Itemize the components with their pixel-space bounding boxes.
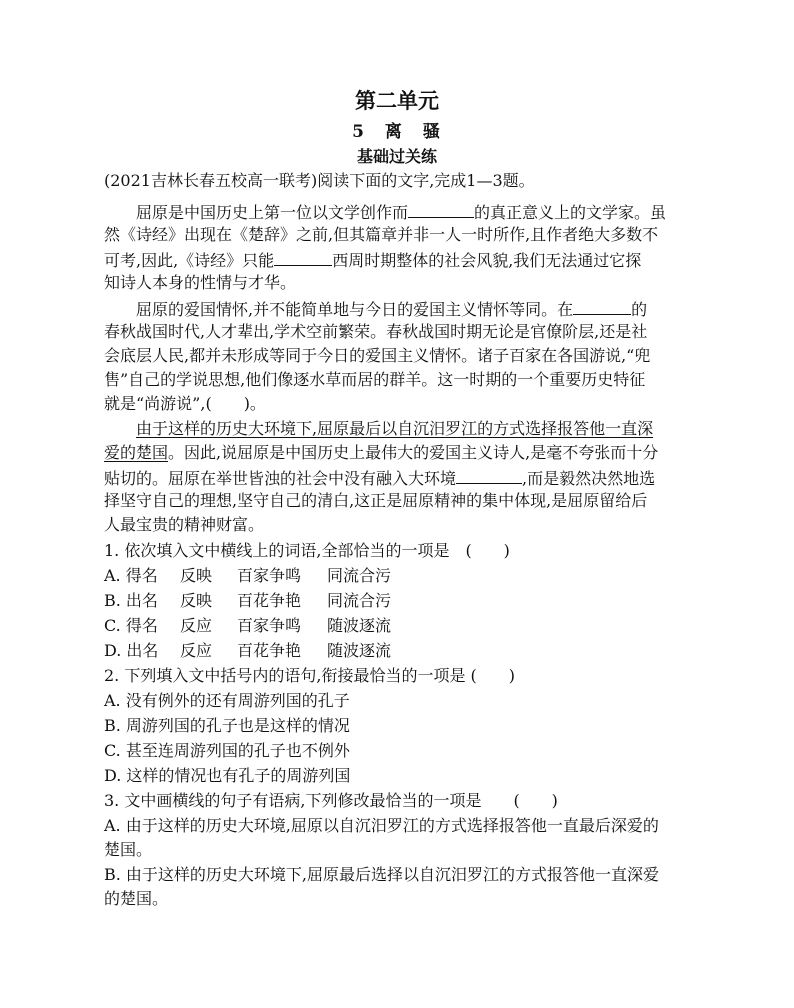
passage-text: 贴切的。屈原在举世皆浊的社会中没有融入大环境 — [104, 469, 457, 488]
passage-text: 屈原的爱国情怀,并不能简单地与今日的爱国主义情怀等同。在 — [136, 300, 574, 319]
fill-blank-4 — [456, 467, 522, 484]
lesson-title: 5 离 骚 — [352, 122, 442, 142]
passage-line — [136, 201, 666, 223]
passage-text: 的真正意义上的文学家。虽 — [474, 203, 667, 222]
passage-text: 西周时期整体的社会风貌,我们无法通过它探 — [332, 251, 642, 270]
fill-blank-3 — [573, 298, 631, 315]
underlined-sentence-end: 爱的楚国 — [104, 443, 169, 462]
passage-line: 会底层人民,都并未形成等同于今日的爱国主义情怀。诸子百家在各国游说,“兜 — [104, 346, 651, 365]
q3-option-b-cont: 的楚国。 — [104, 889, 169, 908]
fill-blank-1 — [408, 201, 474, 218]
passage-line: 然《诗经》出现在《楚辞》之前,但其篇章并非一人一时所作,且作者绝大多数不 — [104, 225, 659, 244]
section-title: 基础过关练 — [356, 147, 437, 166]
passage-text: 屈原是中国历史上第一位以文学创作而 — [136, 203, 409, 222]
q1-option-a: A. 得名 — [104, 566, 158, 585]
q1-option-d-word-2: 反应 — [180, 641, 213, 660]
q2-option-d: D. 这样的情况也有孔子的周游列国 — [104, 766, 351, 785]
q1-option-c-word-3: 百家争鸣 — [237, 616, 302, 635]
q1-option-c-word-4: 随波逐流 — [327, 616, 392, 635]
passage-line: 择坚守自己的理想,坚守自己的清白,这正是屈原精神的集中体现,是屈原留给后 — [104, 491, 648, 510]
q1-option-b-word-3: 百花争艳 — [237, 591, 302, 610]
q1-option-c: C. 得名 — [104, 616, 158, 635]
passage-line: 就是“尚游说”,( )。 — [104, 394, 266, 413]
passage-line — [136, 298, 647, 320]
q1-option-c-word-2: 反应 — [180, 616, 213, 635]
intro-line: (2021吉林长春五校高一联考)阅读下面的文字,完成1—3题。 — [104, 171, 535, 190]
q1-option-b-word-4: 同流合污 — [327, 591, 392, 610]
question-2-stem: 2. 下列填入文中括号内的语句,衔接最恰当的一项是 ( ) — [104, 666, 516, 685]
passage-line: 售”自己的学说思想,他们像逐水草而居的群羊。这一时期的一个重要历史特征 — [104, 370, 646, 389]
q2-option-c: C. 甚至连周游列国的孔子也不例外 — [104, 741, 350, 760]
q1-option-d-word-4: 随波逐流 — [327, 641, 392, 660]
q3-option-b: B. 由于这样的历史大环境下,屈原最后选择以自沉汨罗江的方式报答他一直深爱 — [104, 865, 660, 884]
passage-text: ,而是毅然决然地选 — [522, 469, 656, 488]
q1-option-a-word-2: 反映 — [180, 566, 213, 585]
question-1-stem: 1. 依次填入文中横线上的词语,全部恰当的一项是 ( ) — [104, 541, 510, 560]
q1-option-a-word-4: 同流合污 — [327, 566, 392, 585]
passage-text: 的 — [631, 300, 648, 319]
q1-option-b: B. 出名 — [104, 591, 158, 610]
passage-line: 知诗人本身的性情与才华。 — [104, 273, 297, 292]
q1-option-b-word-2: 反映 — [180, 591, 213, 610]
question-3-stem: 3. 文中画横线的句子有语病,下列修改最恰当的一项是 ( ) — [104, 791, 558, 810]
underlined-sentence: 由于这样的历史大环境下,屈原最后以自沉汨罗江的方式选择报答他一直深 — [136, 419, 654, 438]
q2-option-a: A. 没有例外的还有周游列国的孔子 — [104, 691, 350, 710]
q3-option-a-cont: 楚国。 — [104, 840, 153, 859]
q1-option-a-word-3: 百家争鸣 — [237, 566, 302, 585]
passage-line: 春秋战国时代,人才辈出,学术空前繁荣。春秋战国时期无论是官僚阶层,还是社 — [104, 322, 648, 341]
q3-option-a: A. 由于这样的历史大环境,屈原以自沉汨罗江的方式选择报答他一直最后深爱的 — [104, 816, 659, 835]
passage-line — [104, 443, 658, 463]
passage-line — [104, 249, 641, 271]
q1-option-d-word-3: 百花争艳 — [237, 641, 302, 660]
passage-text: 可考,因此,《诗经》只能 — [104, 251, 275, 270]
passage-line — [104, 467, 655, 489]
fill-blank-2 — [274, 249, 332, 266]
passage-text: 。因此,说屈原是中国历史上最伟大的爱国主义诗人,是毫不夸张而十分 — [168, 443, 659, 462]
q1-option-d: D. 出名 — [104, 641, 159, 660]
q2-option-b: B. 周游列国的孔子也是这样的情况 — [104, 716, 350, 735]
unit-title: 第二单元 — [355, 88, 439, 113]
passage-line: 人最宝贵的精神财富。 — [104, 515, 265, 534]
